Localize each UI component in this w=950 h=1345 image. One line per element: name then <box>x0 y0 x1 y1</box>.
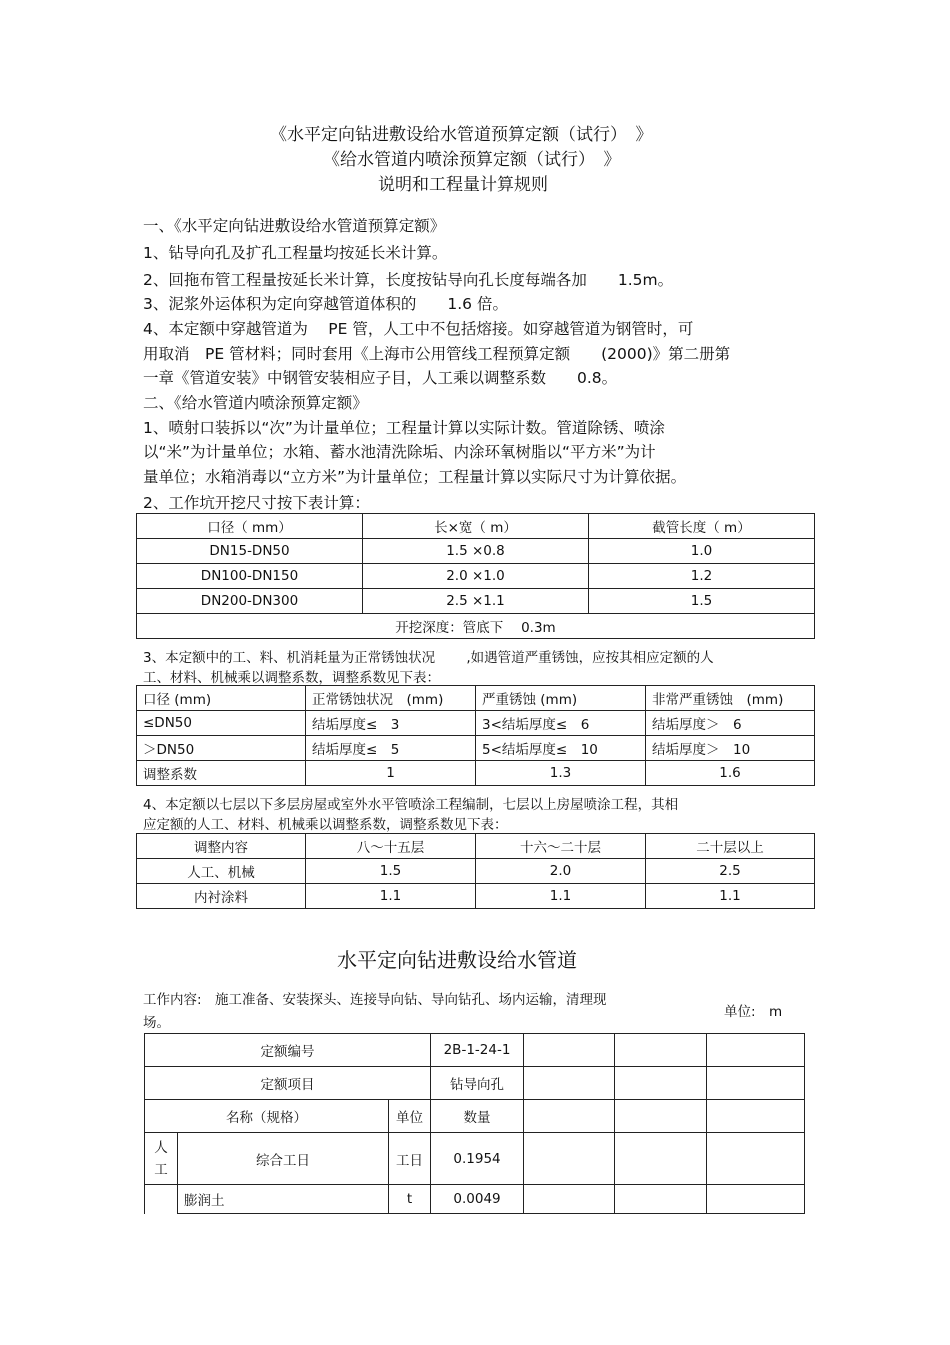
table-row <box>145 1133 805 1185</box>
table-cell: 1.1 <box>306 884 476 909</box>
table-cell: 1.5 ×0.8 <box>363 539 589 564</box>
table-cell: DN15-DN50 <box>137 539 363 564</box>
unit-label: 单位: m <box>724 1004 783 1020</box>
item-name: 膨润土 <box>178 1185 389 1214</box>
rule-line: 量单位；水箱消毒以“立方米”为计量单位；工程量计算以实际尺寸为计算依据。 <box>143 468 687 486</box>
table-cell: 2.0 ×1.0 <box>363 564 589 589</box>
table-row <box>137 736 815 761</box>
table-header-cell: 二十层以上 <box>646 834 815 859</box>
table-header-cell: 八～十五层 <box>306 834 476 859</box>
table-row <box>145 1067 805 1100</box>
table-cell: 1.0 <box>589 539 815 564</box>
table-cell: DN100-DN150 <box>137 564 363 589</box>
table-cell: 结垢厚度≤ 5 <box>306 736 476 761</box>
table-header-cell: 正常锈蚀状况 (mm) <box>306 686 476 711</box>
table-cell: 结垢厚度＞ 6 <box>646 711 815 736</box>
table-header-cell: 调整内容 <box>137 834 306 859</box>
doc-title-2: 《给水管道内喷涂预算定额（试行） 》 <box>323 150 621 170</box>
table-header-cell: 十六～二十层 <box>476 834 646 859</box>
work-content-line: 场。 <box>143 1015 170 1031</box>
rule-line: 1、喷射口装拆以“次”为计量单位；工程量计算以实际计数。管道除锈、喷涂 <box>143 419 665 437</box>
table-header-cell: 长×宽（ m） <box>363 514 589 539</box>
table-cell <box>707 1133 805 1185</box>
rule-line: 用取消 PE 管材料；同时套用《上海市公用管线工程预算定额 (2000)》第二册第 <box>143 345 731 363</box>
corrosion-table <box>136 685 815 786</box>
table-cell: 1 <box>306 761 476 786</box>
table-row <box>145 1185 805 1214</box>
table-footer-cell: 开挖深度：管底下 0.3m <box>137 614 815 639</box>
rule-line: 2、工作坑开挖尺寸按下表计算： <box>143 494 370 512</box>
table-header-row <box>137 686 815 711</box>
rule-line: 一章《管道安装》中钢管安装相应子目，人工乘以调整系数 0.8。 <box>143 369 618 387</box>
table-row <box>137 564 815 589</box>
table-cell <box>707 1185 805 1214</box>
note-line: 3、本定额中的工、料、机消耗量为正常锈蚀状况 ,如遇管道严重锈蚀，应按其相应定额的人 <box>143 650 714 666</box>
item-unit: t <box>389 1185 431 1214</box>
work-content-line: 工作内容: 施工准备、安装探头、连接导向钻、导向钻孔、场内运输，清理现 <box>143 992 607 1008</box>
table-header-cell: 口径 (mm) <box>137 686 306 711</box>
table-cell <box>615 1034 707 1067</box>
table-cell: ＞DN50 <box>137 736 306 761</box>
table-row <box>137 884 815 909</box>
table-header-cell: 截管长度（ m） <box>589 514 815 539</box>
table-header-cell: 口径（ mm） <box>137 514 363 539</box>
table-cell: ≤DN50 <box>137 711 306 736</box>
table-row <box>145 1034 805 1067</box>
item-qty: 0.0049 <box>431 1185 524 1214</box>
floor-adjustment-table <box>136 833 815 909</box>
table-row <box>137 711 815 736</box>
quota-table <box>144 1033 805 1214</box>
rule-line: 3、泥浆外运体积为定向穿越管道体积的 1.6 倍。 <box>143 295 508 313</box>
table-footer-row <box>137 614 815 639</box>
item-unit: 工日 <box>389 1133 431 1185</box>
table-row <box>137 589 815 614</box>
table-cell: 1.6 <box>646 761 815 786</box>
quota-item-label: 定额项目 <box>145 1067 431 1100</box>
table-cell: 调整系数 <box>137 761 306 786</box>
category-labor: 人工 <box>145 1133 178 1185</box>
table-header-cell: 非常严重锈蚀 (mm) <box>646 686 815 711</box>
name-header: 名称（规格） <box>145 1100 389 1133</box>
table-header-row <box>145 1100 805 1133</box>
table-cell: 2.0 <box>476 859 646 884</box>
table-cell <box>707 1034 805 1067</box>
quota-item-value: 钻导向孔 <box>431 1067 524 1100</box>
section-title: 水平定向钻进敷设给水管道 <box>337 948 577 972</box>
table-cell: 内衬涂料 <box>137 884 306 909</box>
item-qty: 0.1954 <box>431 1133 524 1185</box>
table-cell <box>615 1100 707 1133</box>
table-row <box>137 859 815 884</box>
table-cell <box>524 1034 615 1067</box>
doc-title-3: 说明和工程量计算规则 <box>378 175 548 195</box>
section-heading-1: 一、《水平定向钻进敷设给水管道预算定额》 <box>143 217 446 235</box>
category-material <box>145 1185 178 1214</box>
section-heading-2: 二、《给水管道内喷涂预算定额》 <box>143 394 368 412</box>
table-header-row <box>137 514 815 539</box>
rule-line: 2、回拖布管工程量按延长米计算，长度按钻导向孔长度每端各加 1.5m。 <box>143 271 674 289</box>
quota-code-label: 定额编号 <box>145 1034 431 1067</box>
table-cell: 结垢厚度＞ 10 <box>646 736 815 761</box>
note-line: 工、材料、机械乘以调整系数，调整系数见下表： <box>143 670 440 686</box>
qty-header: 数量 <box>431 1100 524 1133</box>
table-cell: 1.1 <box>476 884 646 909</box>
table-cell: 1.5 <box>589 589 815 614</box>
table-cell <box>524 1067 615 1100</box>
table-cell <box>615 1185 707 1214</box>
note-line: 应定额的人工、材料、机械乘以调整系数，调整系数见下表： <box>143 817 508 833</box>
table-cell <box>524 1100 615 1133</box>
table-cell: DN200-DN300 <box>137 589 363 614</box>
table-cell <box>707 1100 805 1133</box>
table-header-cell: 严重锈蚀 (mm) <box>476 686 646 711</box>
table-header-row <box>137 834 815 859</box>
table-cell <box>524 1133 615 1185</box>
table-cell: 3<结垢厚度≤ 6 <box>476 711 646 736</box>
item-name: 综合工日 <box>178 1133 389 1185</box>
table-cell <box>615 1133 707 1185</box>
table-cell: 1.5 <box>306 859 476 884</box>
table-cell: 1.3 <box>476 761 646 786</box>
quota-code-value: 2B-1-24-1 <box>431 1034 524 1067</box>
table-row <box>137 539 815 564</box>
rule-line: 4、本定额中穿越管道为 PE 管，人工中不包括熔接。如穿越管道为钢管时，可 <box>143 320 694 338</box>
rule-line: 以“米”为计量单位；水箱、蓄水池清洗除垢、内涂环氧树脂以“平方米”为计 <box>143 443 656 461</box>
table-cell: 2.5 ×1.1 <box>363 589 589 614</box>
table-cell: 5<结垢厚度≤ 10 <box>476 736 646 761</box>
rule-line: 1、钻导向孔及扩孔工程量均按延长米计算。 <box>143 244 448 262</box>
table-cell: 人工、机械 <box>137 859 306 884</box>
unit-header: 单位 <box>389 1100 431 1133</box>
note-line: 4、本定额以七层以下多层房屋或室外水平管喷涂工程编制，七层以上房屋喷涂工程，其相 <box>143 797 679 813</box>
table-row <box>137 761 815 786</box>
doc-title-1: 《水平定向钻进敷设给水管道预算定额（试行） 》 <box>270 125 653 145</box>
table-cell: 1.1 <box>646 884 815 909</box>
table-cell: 2.5 <box>646 859 815 884</box>
table-cell: 1.2 <box>589 564 815 589</box>
table-cell <box>615 1067 707 1100</box>
pit-size-table <box>136 513 815 639</box>
table-cell: 结垢厚度≤ 3 <box>306 711 476 736</box>
table-cell <box>707 1067 805 1100</box>
table-cell <box>524 1185 615 1214</box>
